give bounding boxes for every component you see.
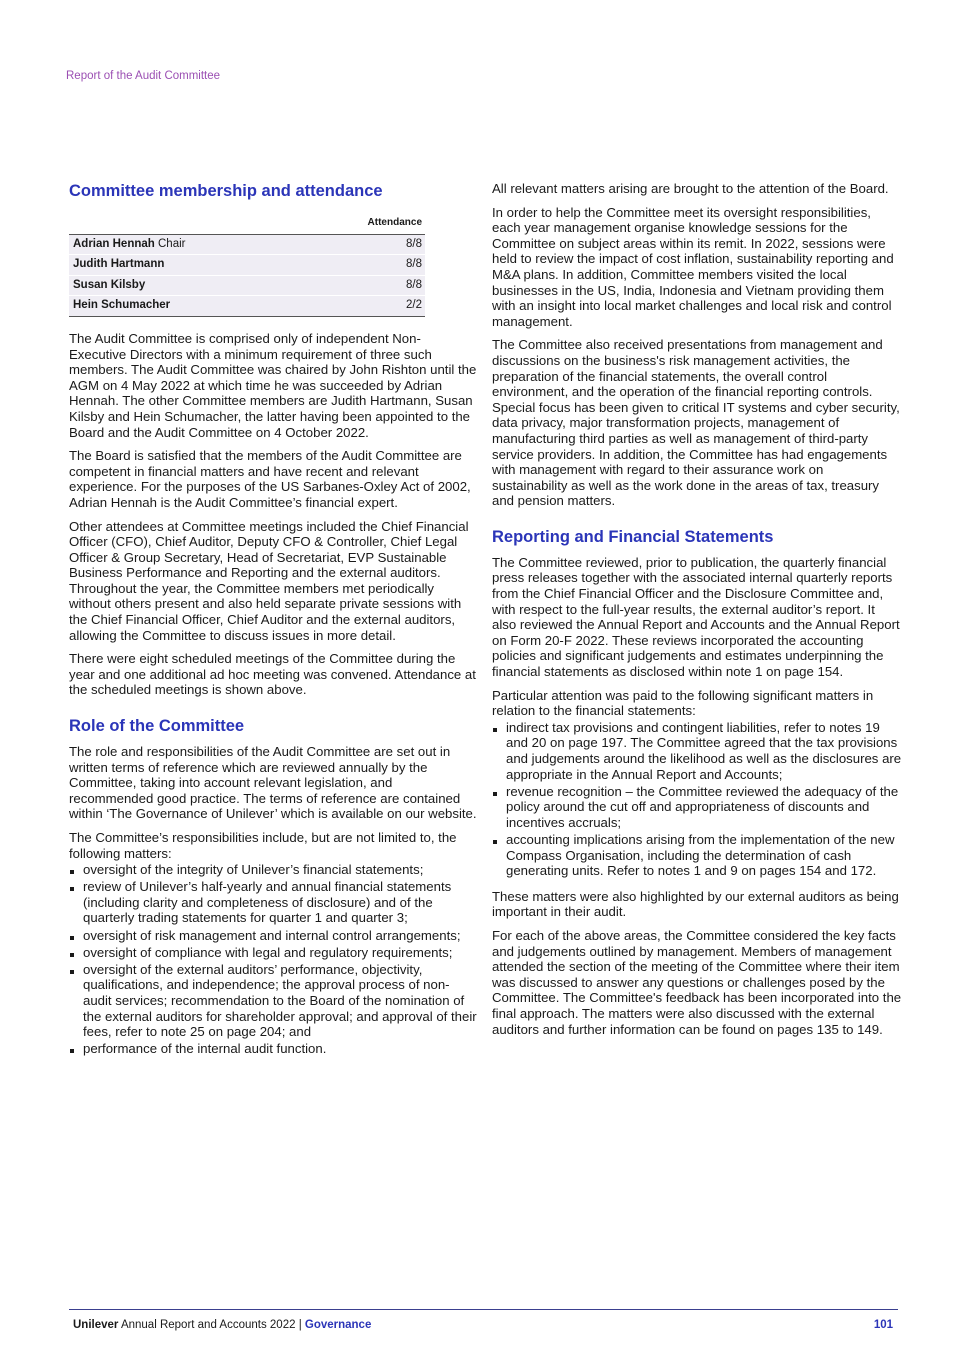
list-item: oversight of the integrity of Unilever’s financial statements; (69, 862, 477, 878)
running-head: Report of the Audit Committee (66, 70, 221, 82)
attendance-value: 8/8 (310, 234, 425, 255)
role-heading: Role of the Committee (69, 717, 245, 736)
attendance-column-header: Attendance (310, 215, 425, 234)
page-number: 101 (873, 1319, 893, 1331)
list-item: revenue recognition – the Committee reviewed the adequacy of the policy around the cut off and appropriateness of discounts and incentives accruals; (492, 784, 902, 831)
footer-publication (73, 1319, 371, 1331)
reporting-paragraph: Particular attention was paid to the following significant matters in relation to the financial statements: (492, 687, 874, 719)
significant-matters-list (492, 720, 902, 879)
membership-paragraph: The Board is satisfied that the members of the Audit Committee are competent in financial matters and have recent and relevant experience. For the purposes of the US Sarbanes-Oxley Act of 2002, Adrian Hennah is the Audit Committee’s financial expert. (69, 448, 471, 510)
membership-paragraph: There were eight scheduled meetings of the Committee during the year and one additional ad hoc meeting was convened. Attendance at the scheduled meetings is shown above. (69, 651, 476, 698)
footer-publication-title: Annual Report and Accounts 2022 | (118, 1319, 305, 1331)
left-column (69, 180, 477, 1065)
footer-brand: Unilever (73, 1319, 119, 1331)
attendance-table (69, 215, 425, 317)
list-item: indirect tax provisions and contingent liabilities, refer to notes 19 and 20 on page 197. The Committee agreed that the tax provisions and judgements around the likelihood as well as the disclosures are appropriate in the Annual Report and Accounts; (492, 720, 902, 782)
member-name: Hein Schumacher (73, 299, 171, 312)
footer-section-link[interactable]: Governance (304, 1319, 372, 1331)
list-item: review of Unilever’s half-yearly and annual financial statements (including clarity and completeness of disclosure) and of the quarterly trading statements for quarter 1 and quarter 3; (69, 879, 477, 926)
list-item: oversight of risk management and internal control arrangements; (69, 928, 477, 944)
list-item: oversight of the external auditors’ performance, objectivity, qualifications, and independence; the approval process of non-audit services; recommendation to the Board of the nomination of the external auditors for shareholder approval; and approval of their fees, refer to note 25 on page 204; and (69, 962, 477, 1040)
attendance-value: 8/8 (310, 255, 425, 276)
list-item: oversight of compliance with legal and regulatory requirements; (69, 945, 477, 961)
table-row (69, 296, 425, 317)
intro-paragraph: In order to help the Committee meet its oversight responsibilities, each year management organise knowledge sessions for the Committee on subject areas within its remit. In 2022, sessions were held to review the impact of cost inflation, sustainability reporting and M&A plans. In addition, Committee members visited the local businesses in the US, India, Indonesia and Vietnam providing them with an insight into local market challenges and local risk and control management. (492, 204, 894, 329)
table-header-spacer (69, 215, 310, 234)
reporting-closing-paragraph: These matters were also highlighted by our external auditors as being important in their audit. (492, 888, 899, 920)
reporting-heading: Reporting and Financial Statements (492, 527, 774, 546)
attendance-value: 2/2 (310, 296, 425, 317)
list-item: accounting implications arising from the implementation of the new Compass Organisation, including the determination of cash generating units. Refer to notes 1 and 9 on pages 154 and 172. (492, 832, 902, 879)
member-name: Susan Kilsby (73, 278, 146, 291)
membership-heading: Committee membership and attendance (69, 182, 383, 200)
table-row (69, 234, 425, 255)
right-column (492, 181, 902, 1045)
member-name: Adrian Hennah (73, 237, 155, 250)
membership-paragraph: The Audit Committee is comprised only of independent Non-Executive Directors with a minimum requirement of three such members. The Audit Committee was chaired by John Rishton until the AGM on 4 May 2022 at which time he was succeeded by Adrian Hennah. The other Committee members are Judith Hartmann, Susan Kilsby and Hein Schumacher, the latter having been appointed to the Board and the Audit Committee on 4 October 2022. (69, 330, 477, 440)
footer-divider (69, 1309, 898, 1310)
list-item: performance of the internal audit function. (69, 1041, 477, 1057)
table-row (69, 255, 425, 276)
responsibilities-list (69, 862, 477, 1057)
member-name: Judith Hartmann (73, 258, 165, 271)
intro-paragraph: The Committee also received presentations from management and discussions on the business's risk management activities, the preparation of the financial statements, the overall control environment, and the operation of the financial reporting controls. Special focus has been given to critical IT systems and cyber security, data privacy, major transformation projects, management of manufacturing third parties as well as management of third-party service providers. In addition, the Committee has had engagements with management with regard to their assurance work on sustainability as well as the work done in the areas of tax, treasury and pension matters. (492, 337, 900, 509)
table-row (69, 275, 425, 296)
role-paragraph: The Committee’s responsibilities include, but are not limited to, the following matters: (69, 830, 457, 861)
member-role: Chair (158, 237, 186, 250)
membership-paragraph: Other attendees at Committee meetings included the Chief Financial Officer (CFO), Chief Auditor, Deputy CFO & Controller, Chief Legal Officer & Group Secretary, Head of Secretariat, EVP Sustainable Business Performance and Reporting and the external auditors. Throughout the year, the Committee members met periodically without others present and also held separate private sessions with the Chief Financial Officer, Chief Auditor and the external auditors, allowing the Committee to discuss issues in more detail. (69, 518, 469, 643)
reporting-paragraph: The Committee reviewed, prior to publication, the quarterly financial press releases together with the associated internal quarterly reports from the Chief Financial Officer and the Disclosure Committee and, with respect to the full-year results, the external auditor’s report. It also reviewed the Annual Report and Accounts and the Annual Report on Form 20-F 2022. These reviews incorporated the accounting policies and significant judgements and estimates underpinning the financial statements as disclosed within note 1 on page 154. (492, 554, 900, 680)
reporting-closing-paragraph: For each of the above areas, the Committee considered the key facts and judgements outlined by management. Members of management attended the section of the meeting of the Committee where their item was discussed to answer any questions or challenges posed by the Committee. The Committee's feedback has been incorporated into the final approach. The matters were also discussed with the external auditors and further information can be found on pages 135 to 149. (492, 927, 902, 1037)
attendance-value: 8/8 (310, 275, 425, 296)
role-paragraph: The role and responsibilities of the Audit Committee are set out in written terms of reference which are reviewed annually by the Committee, taking into account relevant legislation, and recommended good practice. The terms of reference are contained within ‘The Governance of Unilever’ which is available on our website. (69, 744, 477, 822)
intro-paragraph: All relevant matters arising are brought to the attention of the Board. (492, 181, 889, 196)
